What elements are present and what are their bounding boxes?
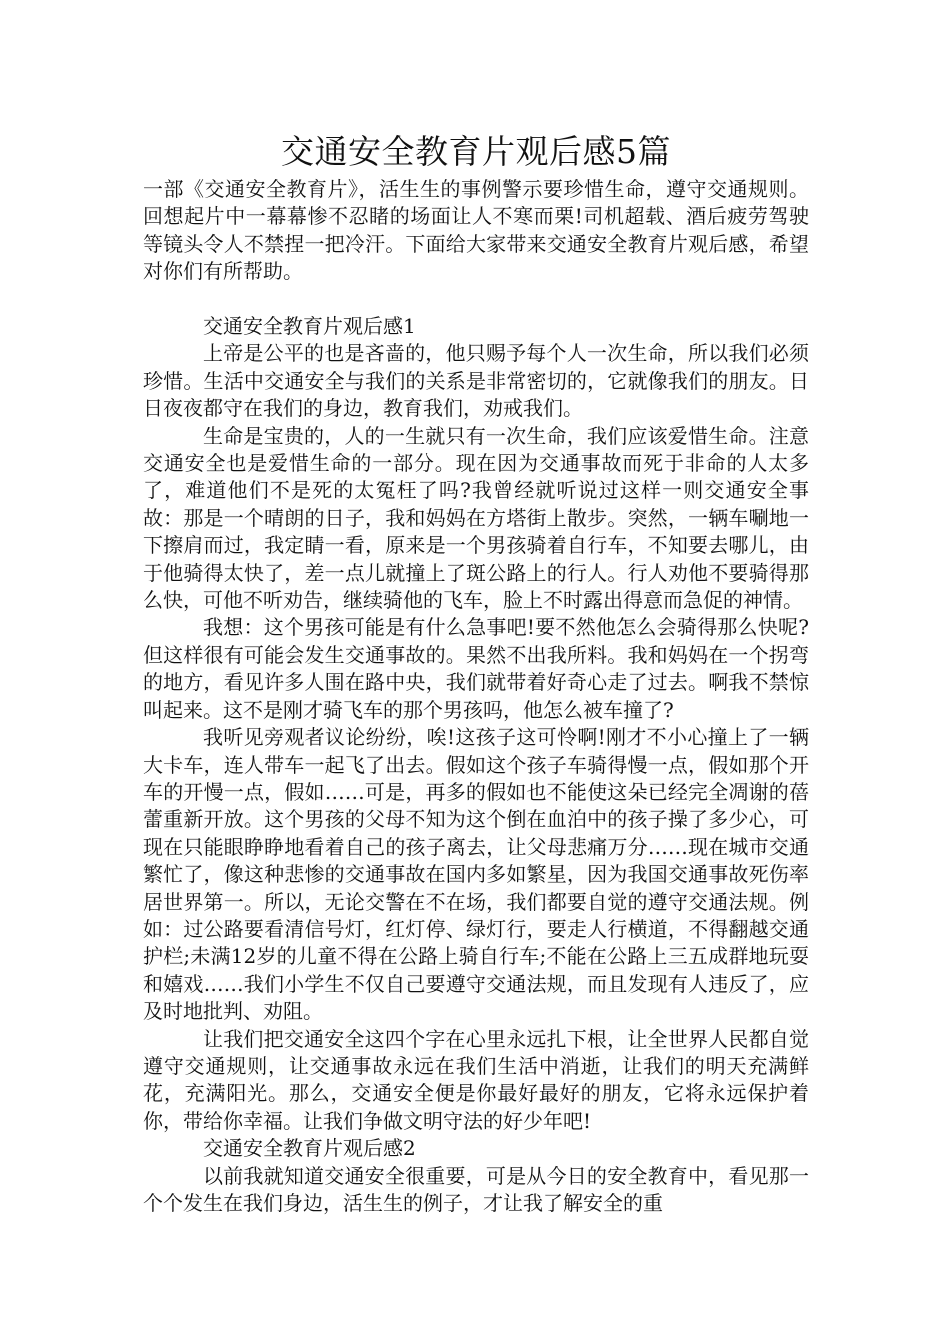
section-heading-2: 交通安全教育片观后感2 <box>203 1136 416 1161</box>
document-body <box>143 128 809 1217</box>
intro-paragraph: 一部《交通安全教育片》，活生生的事例警示要珍惜生命，遵守交通规则。回想起片中一幕幕惨不忍睹的场面让人不寒而栗!司机超载、酒后疲劳驾驶等镜头令人不禁捏一把冷汗。下面给大家带来交通安全教育片观后感，希望对你们有所帮助。 <box>143 177 809 284</box>
section-1-paragraph-3: 我想：这个男孩可能是有什么急事吧!要不然他怎么会骑得那么快呢?但这样很有可能会发生交通事故的。果然不出我所料。我和妈妈在一个拐弯的地方，看见许多人围在路中央，我们就带着好奇心走了过去。啊我不禁惊叫起来。这不是刚才骑飞车的那个男孩吗，他怎么被车撞了? <box>143 615 809 722</box>
section-1-paragraph-5: 让我们把交通安全这四个字在心里永远扎下根，让全世界人民都自觉遵守交通规则，让交通事故永远在我们生活中消逝，让我们的明天充满鲜花，充满阳光。那么，交通安全便是你最好最好的朋友，它将永远保护着你，带给你幸福。让我们争做文明守法的好少年吧! <box>143 1026 809 1133</box>
section-1-paragraph-4: 我听见旁观者议论纷纷，唉!这孩子这可怜啊!刚才不小心撞上了一辆大卡车，连人带车一起飞了出去。假如这个孩子车骑得慢一点，假如那个开车的开慢一点，假如……可是，再多的假如也不能使这朵已经完全凋谢的蓓蕾重新开放。这个男孩的父母不知为这个倒在血泊中的孩子操了多少心，可现在只能眼睁睁地看着自己的孩子离去，让父母悲痛万分……现在城市交通繁忙了，像这种悲惨的交通事故在国内多如繁星，因为我国交通事故死伤率居世界第一。所以，无论交警在不在场，我们都要自觉的遵守交通法规。例如：过公路要看清信号灯，红灯停、绿灯行，要走人行横道，不得翻越交通护栏;未满12岁的儿童不得在公路上骑自行车;不能在公路上三五成群地玩耍和嬉戏……我们小学生不仅自己要遵守交通法规，而且发现有人违反了，应及时地批判、劝阻。 <box>143 725 809 1024</box>
document-title: 交通安全教育片观后感5篇 <box>281 132 671 171</box>
section-1-paragraph-2: 生命是宝贵的，人的一生就只有一次生命，我们应该爱惜生命。注意交通安全也是爱惜生命的一部分。现在因为交通事故而死于非命的人太多了，难道他们不是死的太冤枉了吗?我曾经就听说过这样一则交通安全事故：那是一个晴朗的日子，我和妈妈在方塔街上散步。突然，一辆车唰地一下擦肩而过，我定睛一看，原来是一个男孩骑着自行车，不知要去哪儿，由于他骑得太快了，差一点儿就撞上了斑公路上的行人。行人劝他不要骑得那么快，可他不听劝告，继续骑他的飞车，脸上不时露出得意而急促的神情。 <box>143 423 809 613</box>
section-heading-1: 交通安全教育片观后感1 <box>203 314 416 339</box>
section-1-paragraph-1: 上帝是公平的也是吝啬的，他只赐予每个人一次生命，所以我们必须珍惜。生活中交通安全与我们的关系是非常密切的，它就像我们的朋友。日日夜夜都守在我们的身边，教育我们，劝戒我们。 <box>143 341 809 421</box>
blank-line <box>143 286 809 313</box>
section-2-paragraph-1: 以前我就知道交通安全很重要，可是从今日的安全教育中，看见那一个个发生在我们身边，活生生的例子，才让我了解安全的重 <box>143 1163 809 1216</box>
